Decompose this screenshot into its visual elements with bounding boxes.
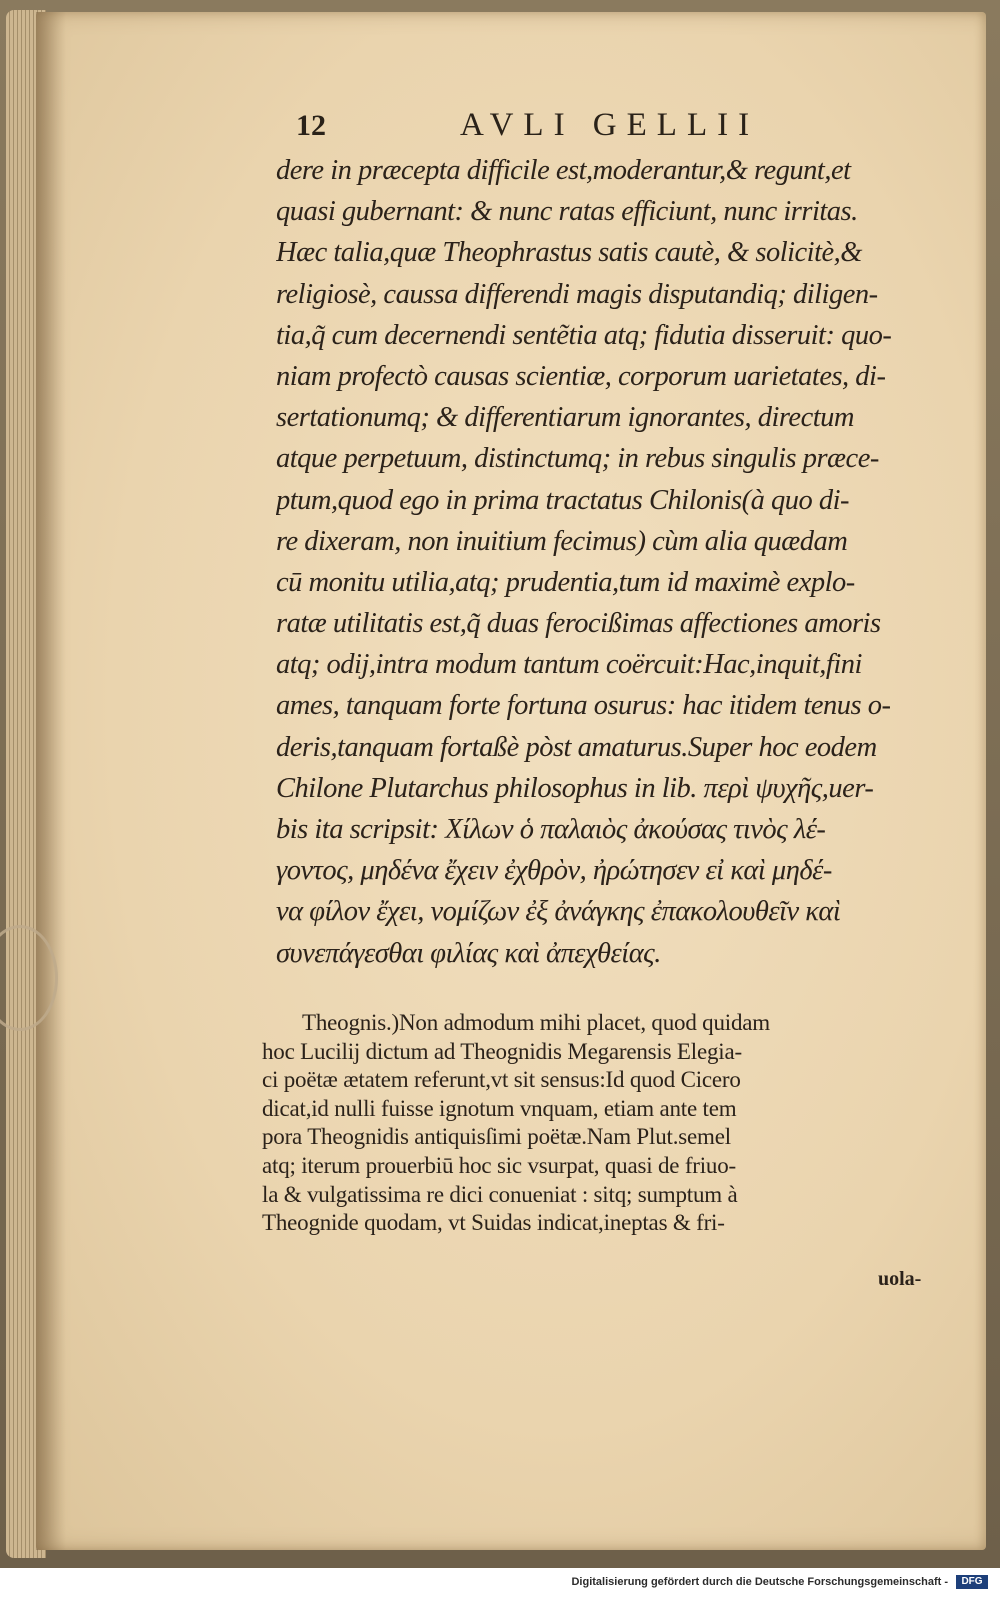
- greek-text-line: να φίλον ἔχει, νομίζων ἐξ ἀνάγκης ἐπακολουθεῖν καὶ: [276, 896, 841, 928]
- commentary-line: atq; iterum prouerbiū hoc sic vsurpat, quasi de friuo-: [262, 1152, 736, 1178]
- footer-bar: [0, 1568, 1000, 1598]
- gutter-shadow: [36, 12, 66, 1550]
- commentary-line: dicat,id nulli fuisse ignotum vnquam, etiam ante tem: [262, 1095, 737, 1121]
- funding-credit: Digitalisierung gefördert durch die Deutsche Forschungsgemeinschaft -: [571, 1576, 948, 1588]
- commentary-line: Theognis.)Non admodum mihi placet, quod quidam: [302, 1010, 770, 1035]
- text-line: ratæ utilitatis est,q̃ duas ferocißimas affectiones amoris: [276, 608, 881, 640]
- commentary-line: hoc Lucilij dictum ad Theognidis Megarensis Elegia-: [262, 1038, 742, 1064]
- commentary-line: la & vulgatissima re dici conueniat : sitq; sumptum à: [262, 1181, 738, 1207]
- greek-text-line: συνεπάγεσθαι φιλίας καὶ ἀπεχθείας.: [276, 937, 661, 969]
- commentary-line: Theognide quodam, vt Suidas indicat,ineptas & fri-: [262, 1210, 725, 1236]
- greek-text-line: γοντος, μηδένα ἔχειν ἐχθρὸν, ἠρώτησεν εἰ καὶ μηδέ-: [276, 855, 832, 887]
- running-title: AVLI GELLII: [460, 107, 760, 143]
- text-line: Hæc talia,quæ Theophrastus satis cautè, & solicitè,&: [276, 237, 862, 269]
- text-line: cū monitu utilia,atq; prudentia,tum id maximè explo-: [276, 566, 855, 598]
- commentary-passage: [262, 1009, 952, 1238]
- running-head: [0, 105, 1000, 149]
- text-line: atq; odij,intra modum tantum coërcuit:Hac,inquit,fini: [276, 649, 862, 681]
- italic-passage: [276, 150, 966, 974]
- text-line: re dixeram, non inuitium fecimus) cùm alia quædam: [276, 525, 848, 557]
- text-line: religiosè, caussa differendi magis disputandiq; diligen-: [276, 278, 878, 310]
- text-line: ptum,quod ego in prima tractatus Chilonis(à quo di-: [276, 484, 849, 516]
- greek-text-line: bis ita scripsit: Χίλων ὁ παλαιὸς ἀκούσας τινὸς λέ-: [276, 814, 826, 845]
- text-line: atque perpetuum, distinctumq; in rebus singulis præce-: [276, 443, 879, 475]
- text-line: niam profectò causas scientiæ, corporum uarietates, di-: [276, 360, 886, 392]
- dfg-logo: DFG: [956, 1575, 988, 1589]
- folio-number: 12: [296, 109, 326, 142]
- text-line: sertationumq; & differentiarum ignorantes, directum: [276, 402, 854, 434]
- commentary-line: ci poëtæ ætatem referunt,vt sit sensus:Id quod Cicero: [262, 1067, 741, 1093]
- text-line: ames, tanquam forte fortuna osurus: hac itidem tenus o-: [276, 690, 891, 722]
- text-line: Chilone Plutarchus philosophus in lib. περὶ ψυχῆς,uer-: [276, 772, 874, 804]
- text-line: tia,q̃ cum decernendi sentẽtia atq; fidutia disseruit: quo-: [276, 319, 892, 351]
- commentary-line: pora Theognidis antiquisſimi poëtæ.Nam Plut.semel: [262, 1124, 731, 1150]
- text-line: quasi gubernant: & nunc ratas efficiunt, nunc irritas.: [276, 196, 858, 228]
- text-line: deris,tanquam fortaßè pòst amaturus.Super hoc eodem: [276, 731, 877, 763]
- text-line: dere in præcepta difficile est,moderantur,& regunt,et: [276, 155, 851, 186]
- catchword: uola-: [878, 1268, 922, 1290]
